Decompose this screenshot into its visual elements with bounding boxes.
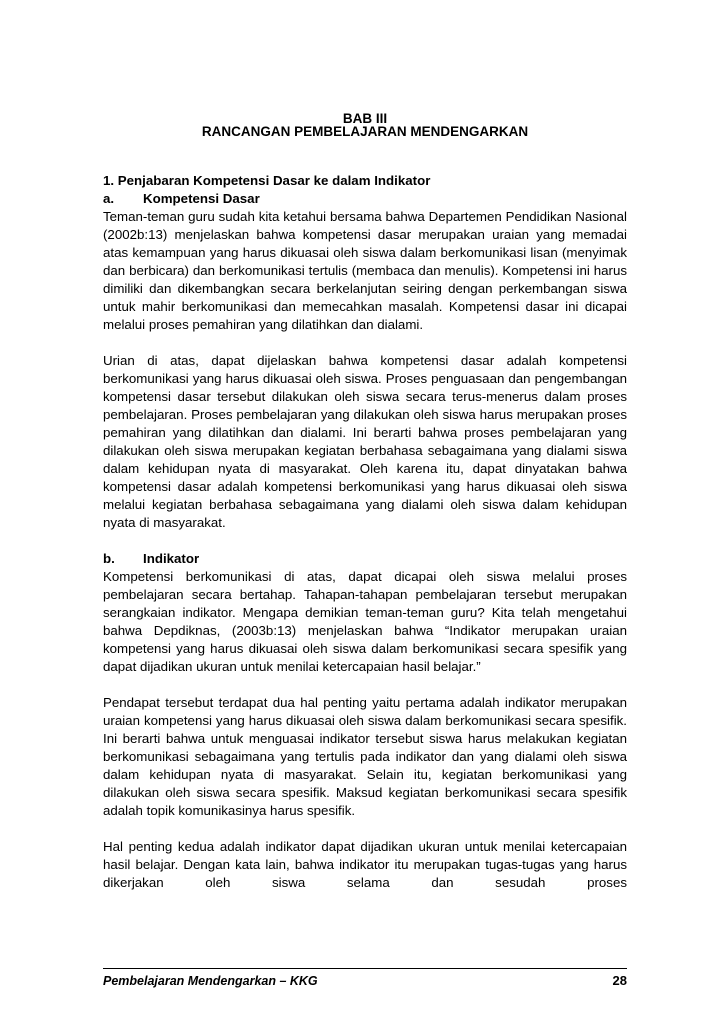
paragraph-3: Kompetensi berkomunikasi di atas, dapat dicapai oleh siswa melalui proses pembelajaran secara bertahap. Tahapan-tahapan pembelajaran tersebut merupakan serangkaian indikator. Mengapa demikian teman-teman guru? Kita telah mengetahui bahwa Depdiknas, (2003b:13) menjelaskan bahwa “Indikator merupakan uraian kompetensi yang harus dikuasai oleh siswa dalam berkomunikasi secara spesifik yang dapat dijadikan ukuran untuk menilai ketercapaian hasil belajar.” bbox=[103, 569, 627, 674]
footer-divider bbox=[103, 968, 627, 969]
paragraph-5: Hal penting kedua adalah indikator dapat dijadikan ukuran untuk menilai ketercapaian hasil belajar. Dengan kata lain, bahwa indikator itu merupakan tugas-tugas yang harus dikerjakan oleh siswa selama dan sesudah proses bbox=[103, 839, 627, 890]
subsection-number-a: a. bbox=[103, 191, 115, 206]
body-text bbox=[103, 172, 627, 892]
chapter-title: RANCANGAN PEMBELAJARAN MENDENGARKAN bbox=[201, 124, 529, 139]
paragraph-4: Pendapat tersebut terdapat dua hal penting yaitu pertama adalah indikator merupakan uraian kompetensi yang harus dikuasai oleh siswa dalam berkomunikasi secara spesifik. Ini berarti bahwa untuk menguasai indikator tersebut siswa harus melakukan kegiatan berkomunikasi sebagaimana yang tertulis pada indikator dan yang dialami oleh siswa dalam kehidupan nyata di masyarakat. Selain itu, kegiatan berkomunikasi yang dilakukan oleh siswa secara spesifik. Maksud kegiatan berkomunikasi secara spesifik adalah topik komunikasinya harus spesifik. bbox=[103, 695, 627, 818]
section-heading-1: 1. Penjabaran Kompetensi Dasar ke dalam Indikator bbox=[103, 173, 431, 188]
paragraph-2: Urian di atas, dapat dijelaskan bahwa kompetensi dasar adalah kompetensi berkomunikasi yang harus dikuasai oleh siswa. Proses penguasaan dan pengembangan kompetensi dasar tersebut dilakukan oleh siswa secara terus-menerus dalam proses pembelajaran. Proses pembelajaran yang dilakukan oleh siswa harus merupakan proses pemahiran yang dilatihkan dan dialami. Ini berarti bahwa proses pembelajaran yang dilakukan oleh siswa merupakan kegiatan berbahasa sebagaimana yang dialami siswa dalam kehidupan nyata di masyarakat. Oleh karena itu, dapat dinyatakan bahwa kompetensi dasar adalah kompetensi berkomunikasi yang harus dikuasai oleh siswa melalui kegiatan berbahasa sebagaimana yang dialami oleh siswa dalam kehidupan nyata di masyarakat. bbox=[103, 353, 627, 530]
subsection-heading-b bbox=[103, 550, 627, 568]
paragraph-1: Teman-teman guru sudah kita ketahui bersama bahwa Departemen Pendidikan Nasional (2002b:13) menjelaskan bahwa kompetensi dasar merupakan uraian yang memadai atas kemampuan yang harus dikuasai oleh siswa dalam berkomunikasi lisan (menyimak dan berbicara) dan berkomunikasi tertulis (membaca dan menulis). Kompetensi ini harus dimiliki dan dikembangkan secara berkelanjutan seiring dengan perkembangan siswa untuk mahir berkomunikasi dan memecahkan masalah. Kompetensi dasar ini dicapai melalui proses pemahiran yang dilatihkan dan dialami. bbox=[103, 209, 627, 332]
chapter-label: BAB III bbox=[342, 111, 388, 126]
page-number: 28 bbox=[612, 973, 627, 988]
subsection-heading-a bbox=[103, 190, 627, 208]
footer-title: Pembelajaran Mendengarkan – KKG bbox=[103, 974, 318, 988]
subsection-title-a: Kompetensi Dasar bbox=[143, 191, 260, 206]
subsection-number-b: b. bbox=[103, 551, 115, 566]
subsection-title-b: Indikator bbox=[143, 551, 200, 566]
